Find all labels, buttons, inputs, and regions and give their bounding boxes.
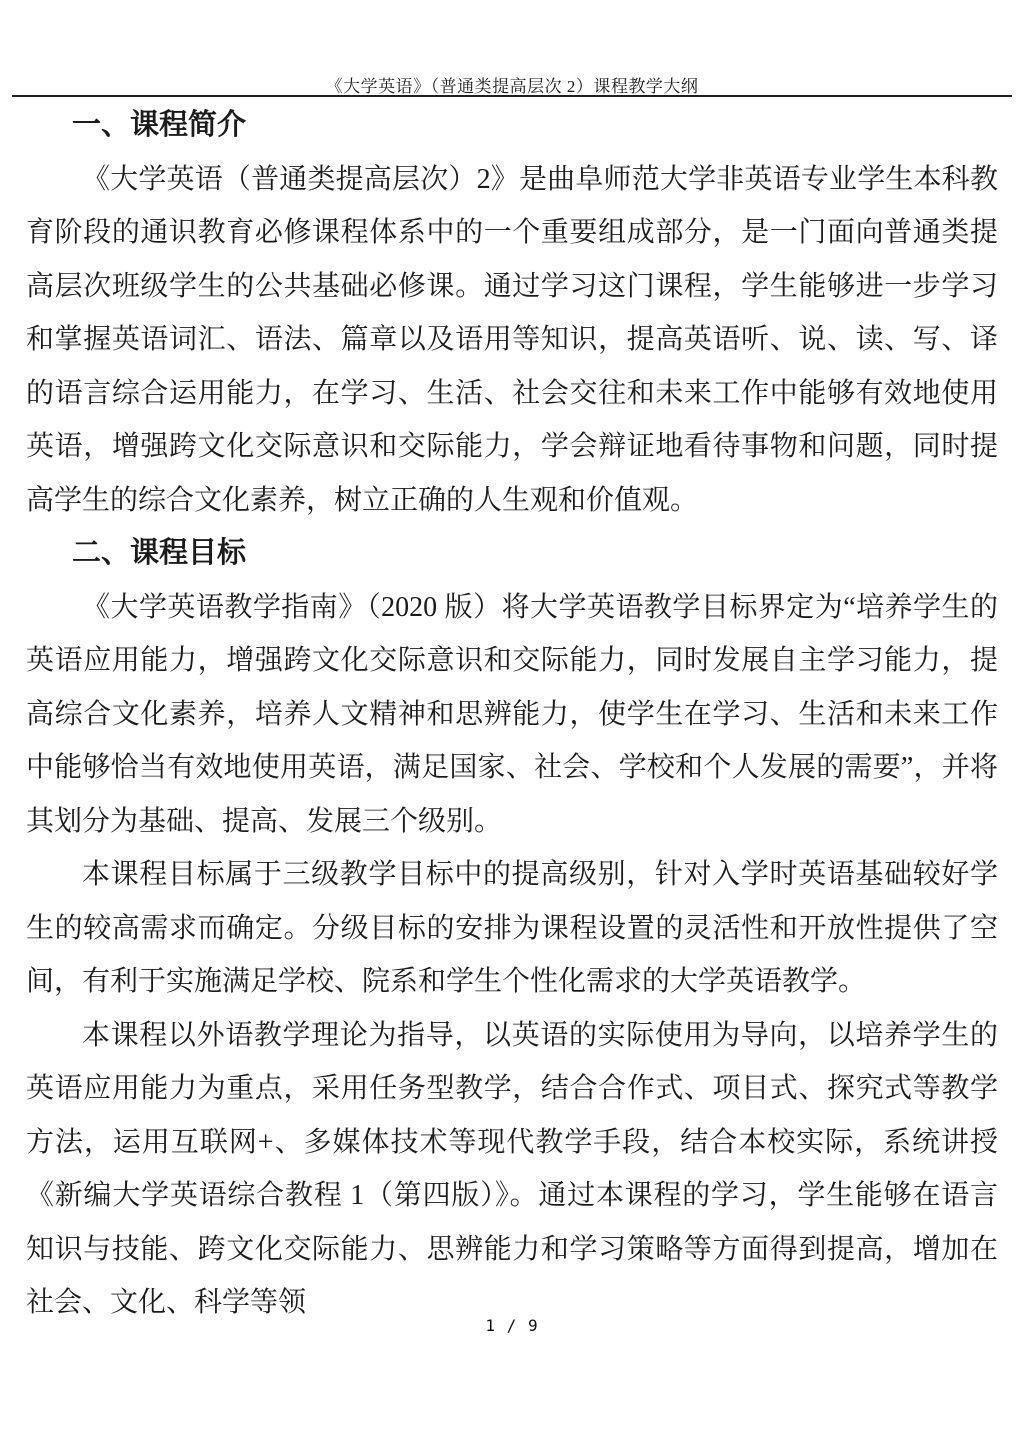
section-heading-course-intro: 一、课程简介 xyxy=(72,109,247,141)
paragraph-objectives-level: 本课程目标属于三级教学目标中的提高级别，针对入学时英语基础较好学生的较高需求而确定。分级目标的安排为课程设置的灵活性和开放性提供了空间，有利于实施满足学校、院系和学生个性化需求的大学英语教学。 xyxy=(26,859,998,997)
paragraph-objectives-guideline: 《大学英语教学指南》（2020 版）将大学英语教学目标界定为“培养学生的英语应用能力，增强跨文化交际意识和交际能力，同时发展自主学习能力，提高综合文化素养，培养人文精神和思辨能力，使学生在学习、生活和未来工作中能够恰当有效地使用英语，满足国家、社会、学校和个人发展的需要”，并将其划分为基础、提高、发展三个级别。 xyxy=(26,591,998,837)
page-header-rule xyxy=(12,95,1012,97)
document-body xyxy=(26,99,998,1330)
page-number-indicator: 1 / 9 xyxy=(485,1316,539,1335)
page-header-title: 《大学英语》（普通类提高层次 2）课程教学大纲 xyxy=(325,77,699,96)
paragraph-course-intro: 《大学英语（普通类提高层次）2》是曲阜师范大学非英语专业学生本科教育阶段的通识教育必修课程体系中的一个重要组成部分，是一门面向普通类提高层次班级学生的公共基础必修课。通过学习这门课程，学生能够进一步学习和掌握英语词汇、语法、篇章以及语用等知识，提高英语听、说、读、写、译的语言综合运用能力，在学习、生活、社会交往和未来工作中能够有效地使用英语，增强跨文化交际意识和交际能力，学会辩证地看待事物和问题，同时提高学生的综合文化素养，树立正确的人生观和价值观。 xyxy=(26,163,998,516)
paragraph-teaching-approach: 本课程以外语教学理论为指导，以英语的实际使用为导向，以培养学生的英语应用能力为重点，采用任务型教学，结合合作式、项目式、探究式等教学方法，运用互联网+、多媒体技术等现代教学手段，结合本校实际，系统讲授《新编大学英语综合教程 1（第四版）》。通过本课程的学习，学生能够在语言知识与技能、跨文化交际能力、思辨能力和学习策略等方面得到提高，增加在社会、文化、科学等领 xyxy=(26,1019,998,1318)
section-heading-course-objectives: 二、课程目标 xyxy=(72,537,247,569)
